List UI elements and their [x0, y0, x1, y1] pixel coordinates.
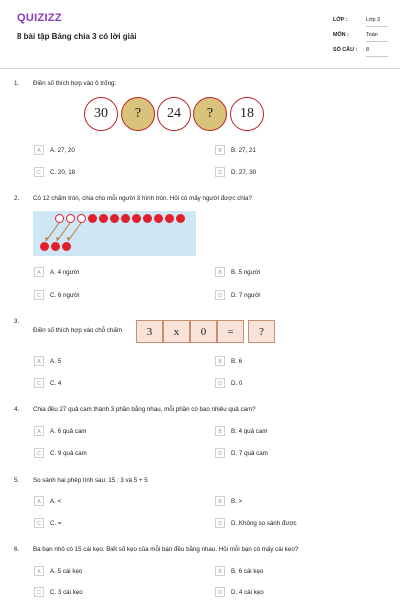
option-letter-box: A	[34, 426, 44, 436]
equation-box: 0	[190, 320, 217, 343]
option-letter-box: C	[34, 448, 44, 458]
red-dot	[121, 214, 130, 223]
hollow-dot	[77, 214, 86, 223]
red-dot	[88, 214, 97, 223]
worksheet-header	[0, 0, 400, 69]
question-number: 2.	[14, 195, 20, 202]
option-text: C. =	[50, 520, 62, 527]
option-letter-box: D	[215, 290, 225, 300]
option-text: C. 3 cái kẹo	[50, 589, 83, 596]
question-text: Có 12 chấm tròn, chia cho mỗi người 3 hình tròn. Hỏi có mấy người được chia?	[33, 195, 252, 202]
sequence-circle: 30	[84, 97, 118, 131]
equation-box: x	[163, 320, 190, 343]
red-dot	[165, 214, 174, 223]
option-letter-box: B	[215, 356, 225, 366]
sequence-circle: 24	[157, 97, 191, 131]
grade-row	[333, 14, 389, 28]
question-number: 3.	[14, 318, 20, 325]
option-letter-box: A	[34, 566, 44, 576]
red-dot	[62, 242, 71, 251]
option-text: D. 0	[231, 380, 243, 387]
question-count-value: 8	[366, 47, 388, 57]
question-text: Ba bạn nhỏ có 15 cái kẹo. Biết số kẹo của mỗi bạn đều bằng nhau. Hỏi mỗi bạn có mấy cái kẹo?	[33, 546, 299, 553]
option-letter-box: D	[215, 448, 225, 458]
equation-answer-box: ?	[248, 320, 275, 343]
sequence-blank-circle: ?	[193, 97, 227, 131]
option-text: A. 5 cái kẹo	[50, 568, 83, 575]
option-text: D. 4 cái kẹo	[231, 589, 264, 596]
option-text: A. 27, 20	[50, 147, 75, 154]
option-letter-box: B	[215, 426, 225, 436]
hollow-dot	[55, 214, 64, 223]
red-dot	[154, 214, 163, 223]
quizizz-logo: QUIZIZZ	[17, 12, 62, 24]
option-letter-box: A	[34, 267, 44, 277]
option-text: A. 6 quả cam	[50, 428, 87, 435]
option-text: C. 9 quả cam	[50, 450, 87, 457]
equation-box: =	[217, 320, 244, 343]
question-text: Điền số thích hợp vào ô trống:	[33, 80, 117, 87]
question-number: 1.	[14, 80, 20, 87]
option-text: A. <	[50, 498, 62, 505]
option-text: B. >	[231, 498, 243, 505]
red-dot	[143, 214, 152, 223]
option-letter-box: C	[34, 167, 44, 177]
option-text: C. 4	[50, 380, 62, 387]
question-count-label: SỐ CÂU :	[333, 47, 358, 53]
subject-value: Toán	[366, 32, 388, 42]
option-letter-box: A	[34, 356, 44, 366]
option-text: D. 7 người	[231, 292, 261, 299]
option-text: B. 6	[231, 358, 243, 365]
question-text: Chia đều 27 quả cam thành 3 phần bằng nhau, mỗi phần có bao nhiêu quả cam?	[33, 406, 256, 413]
red-dot	[51, 242, 60, 251]
option-text: B. 6 cái kẹo	[231, 568, 264, 575]
red-dot	[110, 214, 119, 223]
option-text: B. 5 người	[231, 269, 261, 276]
option-letter-box: B	[215, 566, 225, 576]
hollow-dot	[66, 214, 75, 223]
red-dot	[176, 214, 185, 223]
red-dot	[99, 214, 108, 223]
option-letter-box: D	[215, 518, 225, 528]
option-text: D. Không so sánh được	[231, 520, 297, 527]
option-text: D. 27, 30	[231, 169, 257, 176]
option-text: C. 20, 18	[50, 169, 76, 176]
option-letter-box: D	[215, 587, 225, 597]
subject-row	[333, 29, 389, 43]
option-letter-box: B	[215, 496, 225, 506]
option-letter-box: C	[34, 518, 44, 528]
option-letter-box: C	[34, 290, 44, 300]
question-number: 5.	[14, 477, 20, 484]
question-text: Điền số thích hợp vào chỗ chấm	[33, 327, 123, 334]
option-text: D. 7 quả cam	[231, 450, 268, 457]
grade-value: Lớp 3	[366, 17, 388, 27]
sequence-blank-circle: ?	[121, 97, 155, 131]
option-text: A. 4 người	[50, 269, 80, 276]
option-letter-box: A	[34, 496, 44, 506]
option-letter-box: B	[215, 267, 225, 277]
question-text: So sánh hai phép tính sau: 15 : 3 và 5 + 5	[33, 477, 148, 484]
option-letter-box: B	[215, 145, 225, 155]
question-count-row	[333, 44, 389, 58]
option-text: B. 4 quả cam	[231, 428, 268, 435]
option-letter-box: D	[215, 167, 225, 177]
grade-label: LỚP :	[333, 17, 348, 23]
option-text: B. 27, 21	[231, 147, 256, 154]
dots-illustration	[33, 211, 196, 256]
option-letter-box: A	[34, 145, 44, 155]
option-text: C. 6 người	[50, 292, 80, 299]
worksheet-title: 8 bài tập Bảng chia 3 có lời giải	[17, 32, 137, 41]
option-letter-box: C	[34, 378, 44, 388]
option-letter-box: D	[215, 378, 225, 388]
subject-label: MÔN :	[333, 32, 349, 38]
question-number: 4.	[14, 406, 20, 413]
red-dot	[132, 214, 141, 223]
red-dot	[40, 242, 49, 251]
option-letter-box: C	[34, 587, 44, 597]
equation-box: 3	[136, 320, 163, 343]
question-number: 6.	[14, 546, 20, 553]
sequence-circle: 18	[230, 97, 264, 131]
option-text: A. 5	[50, 358, 62, 365]
